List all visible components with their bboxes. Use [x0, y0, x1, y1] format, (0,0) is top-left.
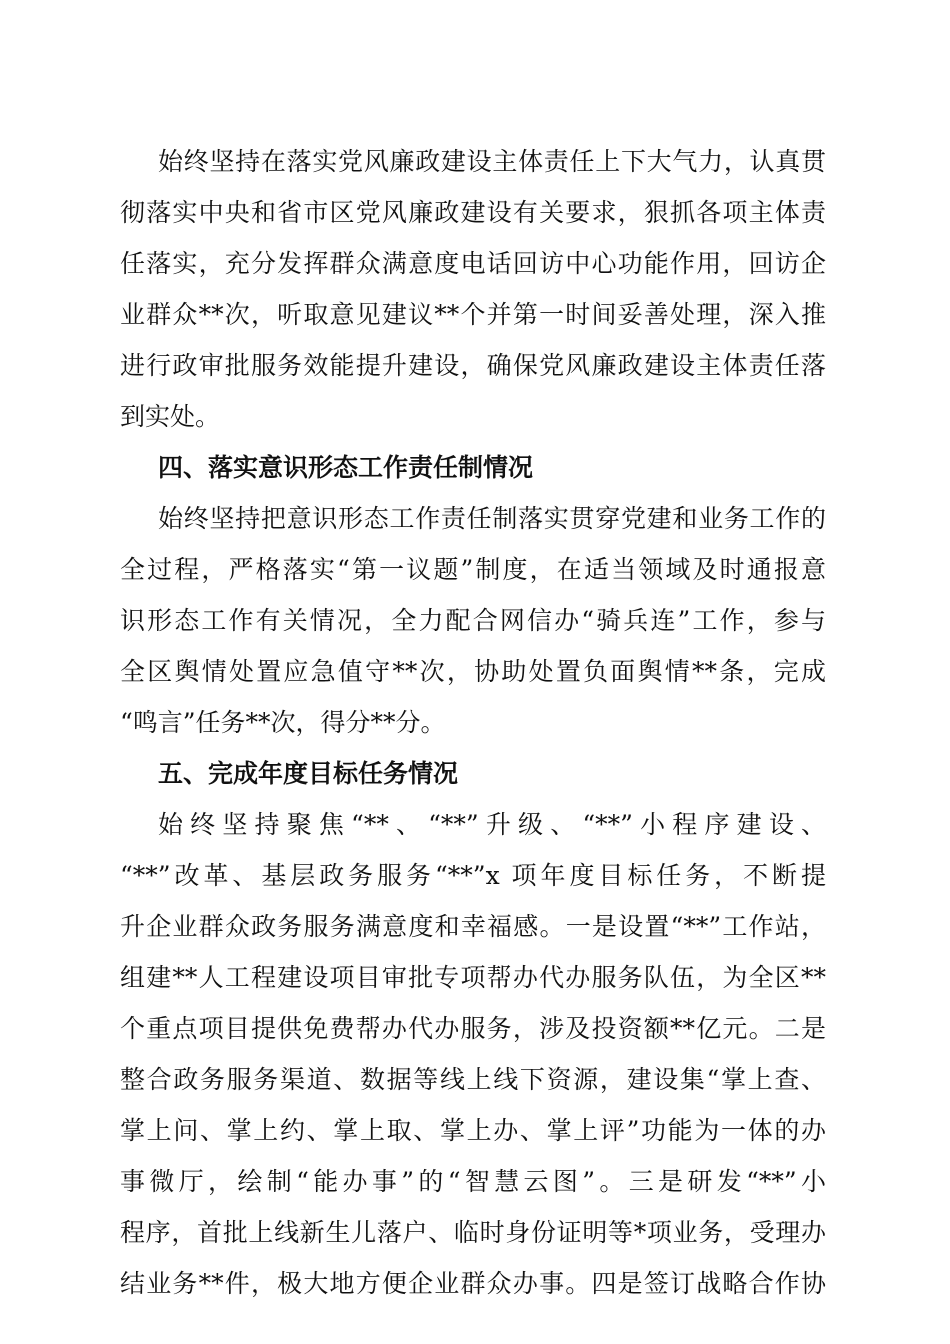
paragraph-line: 升企业群众政务服务满意度和幸福感。一是设置“**”工作站，	[120, 912, 826, 941]
paragraph-line: 程序，首批上线新生儿落户、临时身份证明等*项业务，受理办	[120, 1218, 826, 1247]
paragraph-line: 组建**人工程建设项目审批专项帮办代办服务队伍，为全区**	[120, 963, 826, 992]
paragraph-section3	[120, 136, 826, 442]
paragraph-line: 掌上问、掌上约、掌上取、掌上办、掌上评”功能为一体的办	[120, 1116, 826, 1145]
paragraph-line: 始终坚持在落实党风廉政建设主体责任上下大气力，认真贯	[158, 147, 826, 176]
paragraph-line: 结业务**件，极大地方便企业群众办事。四是签订战略合作协	[120, 1269, 826, 1298]
paragraph-line: “鸣言”任务**次，得分**分。	[120, 708, 446, 737]
paragraph-line: 始终坚持聚焦“**、“**”升级、“**”小程序建设、	[158, 810, 826, 839]
paragraph-section4	[120, 493, 826, 748]
paragraph-line: 任落实，充分发挥群众满意度电话回访中心功能作用，回访企	[120, 249, 826, 278]
paragraph-line: 进行政审批服务效能提升建设，确保党风廉政建设主体责任落	[120, 351, 826, 380]
paragraph-line: 事微厅，绘制“能办事”的“智慧云图”。三是研发“**”小	[120, 1167, 826, 1196]
paragraph-line: 全过程，严格落实“第一议题”制度，在适当领域及时通报意	[120, 555, 826, 584]
paragraph-section5	[120, 799, 826, 1309]
paragraph-line: 始终坚持把意识形态工作责任制落实贯穿党建和业务工作的	[158, 504, 826, 533]
section-heading-4: 四、落实意识形态工作责任制情况	[158, 453, 534, 482]
section-heading-5: 五、完成年度目标任务情况	[158, 759, 459, 788]
paragraph-line: “**”改革、基层政务服务“**”x 项年度目标任务，不断提	[120, 861, 826, 890]
paragraph-line: 整合政务服务渠道、数据等线上线下资源，建设集“掌上查、	[120, 1065, 826, 1094]
paragraph-line: 彻落实中央和省市区党风廉政建设有关要求，狠抓各项主体责	[120, 198, 826, 227]
paragraph-line: 识形态工作有关情况，全力配合网信办“骑兵连”工作，参与	[120, 606, 826, 635]
document-page	[120, 136, 826, 1309]
paragraph-line: 全区舆情处置应急值守**次，协助处置负面舆情**条，完成	[120, 657, 826, 686]
paragraph-line: 个重点项目提供免费帮办代办服务，涉及投资额**亿元。二是	[120, 1014, 826, 1043]
paragraph-line: 到实处。	[120, 402, 221, 431]
paragraph-line: 业群众**次，听取意见建议**个并第一时间妥善处理，深入推	[120, 300, 826, 329]
